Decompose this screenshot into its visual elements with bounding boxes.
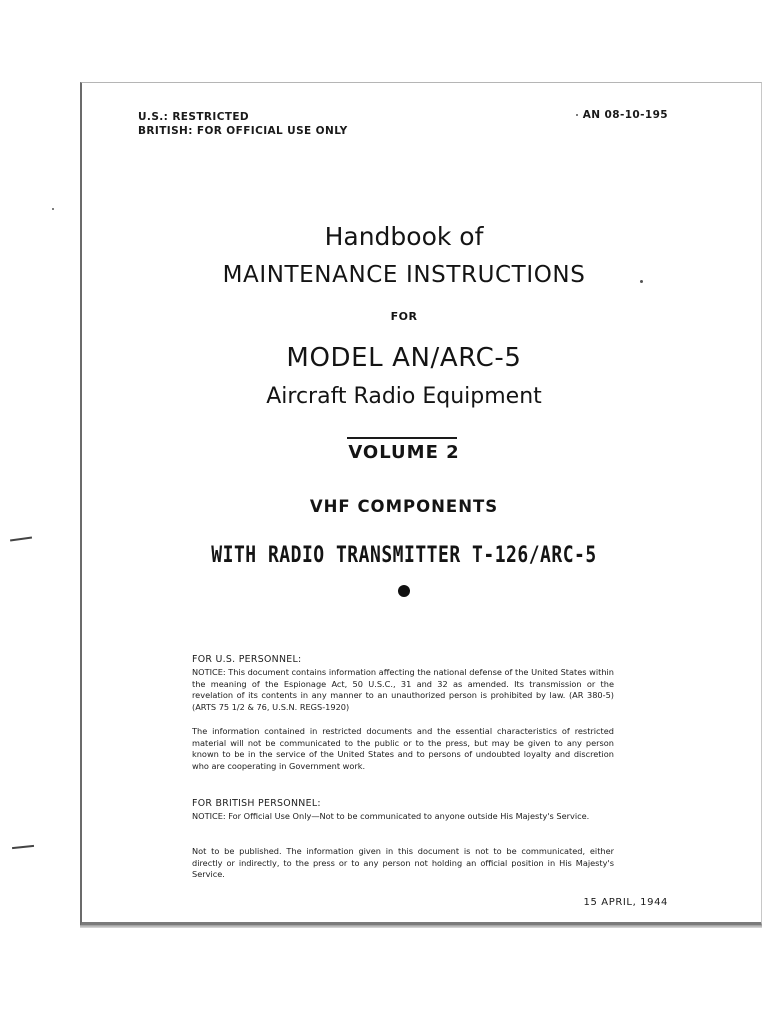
british-personnel-heading: FOR BRITISH PERSONNEL: <box>192 798 321 809</box>
british-personnel-paragraph: Not to be published. The information given in this document is not to be communicated, either directly or indirectly, to the press or to any person not holding an official position in His Majesty's Service. <box>192 846 614 880</box>
title-handbook: Handbook of <box>324 222 484 251</box>
volume-rule <box>347 437 457 439</box>
classification-block <box>138 110 348 138</box>
classification-british: BRITISH: FOR OFFICIAL USE ONLY <box>138 125 348 137</box>
british-personnel-notice: NOTICE: For Official Use Only—Not to be communicated to anyone outside His Majesty's Service. <box>192 811 590 821</box>
scan-speck <box>640 280 643 283</box>
volume-label: VOLUME 2 <box>348 442 460 463</box>
transmitter-stamp: WITH RADIO TRANSMITTER T-126/ARC-5 <box>211 542 597 569</box>
title-maintenance-instructions: MAINTENANCE INSTRUCTIONS <box>222 262 586 288</box>
title-model: MODEL AN/ARC-5 <box>286 343 522 373</box>
bullet-dot <box>398 585 410 597</box>
us-personnel-paragraph: The information contained in restricted documents and the essential characteristics of restricted material will not be communicated to the public or to the press, but may be given to any person known to be in the service of the United States and to persons of undoubted loyalty and discretion who are cooperating in Government work. <box>192 726 614 771</box>
margin-mark <box>10 536 32 541</box>
title-aircraft-radio-equipment: Aircraft Radio Equipment <box>266 384 542 409</box>
us-personnel-heading: FOR U.S. PERSONNEL: <box>192 654 302 665</box>
scan-speck <box>576 114 578 116</box>
page-bottom-shadow <box>80 925 762 928</box>
publication-date: 15 APRIL, 1944 <box>583 897 668 908</box>
us-personnel-notice: NOTICE: This document contains information affecting the national defense of the United States within the meaning of the Espionage Act, 50 U.S.C., 31 and 32 as amended. Its transmission or the revelation of its contents in any manner to an unauthorized person is prohibited by law. (AR 380-5) (ARTS 75 1/2 & 76, U.S.N. REGS-1920) <box>192 667 614 712</box>
classification-us: U.S.: RESTRICTED <box>138 111 250 123</box>
subject-vhf-components: VHF COMPONENTS <box>309 497 499 516</box>
margin-mark <box>12 845 34 849</box>
title-for: FOR <box>390 310 418 323</box>
document-number: AN 08-10-195 <box>582 109 668 121</box>
scan-speck <box>52 208 54 210</box>
